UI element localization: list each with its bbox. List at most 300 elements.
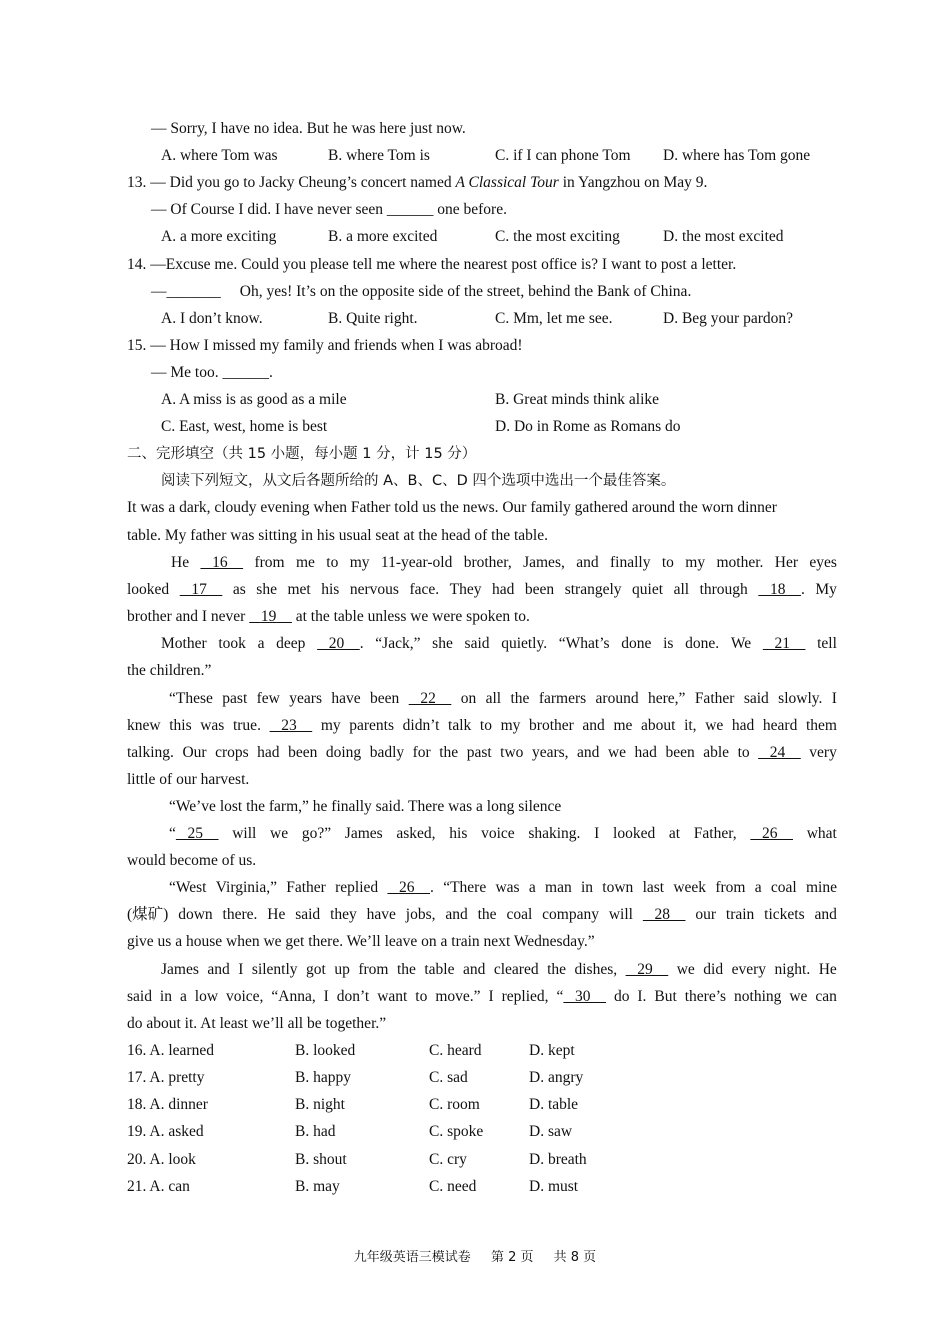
word-group bbox=[270, 716, 313, 736]
word-group bbox=[809, 553, 837, 573]
word-group bbox=[734, 987, 781, 1007]
word: don’t bbox=[336, 988, 370, 1005]
word: James bbox=[161, 961, 199, 978]
word: me bbox=[613, 717, 633, 734]
word: met bbox=[287, 581, 311, 598]
word: and bbox=[814, 906, 837, 923]
word-group bbox=[345, 824, 383, 844]
passage-p7-line3: give us a house when we get there. We’ll leave on a train next Wednesday.” bbox=[127, 933, 595, 950]
word: on bbox=[460, 690, 477, 707]
word-group bbox=[424, 960, 454, 980]
word: I bbox=[488, 988, 494, 1005]
word: from bbox=[254, 554, 285, 571]
word-group bbox=[480, 716, 492, 736]
cloze-21-a: 21. A. can bbox=[127, 1178, 190, 1195]
word-group bbox=[577, 743, 599, 763]
word-group bbox=[528, 824, 580, 844]
blank-21: 21 bbox=[762, 635, 806, 652]
word: took bbox=[218, 635, 246, 652]
word: a bbox=[754, 879, 762, 896]
word-group bbox=[161, 634, 207, 654]
word: company bbox=[542, 906, 599, 923]
cloze-17-b: B. happy bbox=[295, 1069, 351, 1086]
word: from bbox=[715, 879, 746, 896]
word-group bbox=[481, 824, 515, 844]
word: mine bbox=[805, 879, 837, 896]
word-group bbox=[287, 580, 310, 600]
q14-option-c: C. Mm, let me see. bbox=[495, 310, 613, 327]
word-group bbox=[254, 553, 284, 573]
word-group bbox=[257, 743, 279, 763]
cloze-18-b: B. night bbox=[295, 1096, 345, 1113]
word-group bbox=[207, 960, 229, 980]
word: My bbox=[815, 581, 837, 598]
word: quiet bbox=[632, 581, 664, 598]
word-group bbox=[758, 743, 801, 763]
word-group bbox=[663, 634, 673, 654]
word: we bbox=[705, 717, 724, 734]
word-group bbox=[216, 878, 277, 898]
passage-p4-line2 bbox=[127, 716, 837, 736]
cloze-17-c: C. sad bbox=[429, 1069, 468, 1086]
word: the bbox=[547, 961, 567, 978]
word-group bbox=[501, 634, 547, 654]
passage-p6-line1 bbox=[127, 824, 837, 844]
word: shaking. bbox=[528, 825, 581, 842]
word: said bbox=[743, 690, 769, 707]
passage-p3-line2: the children.” bbox=[127, 662, 212, 679]
passage-p3-line1 bbox=[127, 634, 837, 654]
word-group bbox=[295, 905, 320, 925]
word-group bbox=[789, 987, 807, 1007]
word: will bbox=[608, 906, 633, 923]
word: (煤矿) bbox=[127, 906, 169, 923]
word-group bbox=[726, 905, 754, 925]
word: face. bbox=[409, 581, 440, 598]
word-group bbox=[252, 960, 298, 980]
word: two bbox=[500, 744, 524, 761]
word: she bbox=[256, 581, 277, 598]
word: to bbox=[326, 554, 339, 571]
word-group bbox=[673, 878, 706, 898]
word: and bbox=[582, 717, 605, 734]
word: “Jack,” bbox=[375, 635, 421, 652]
word-group bbox=[286, 878, 326, 898]
word: is bbox=[663, 635, 674, 652]
word-group bbox=[296, 553, 315, 573]
word-group bbox=[403, 716, 440, 736]
word-group bbox=[694, 824, 737, 844]
word-group bbox=[684, 716, 697, 736]
word: He bbox=[267, 906, 286, 923]
word-group bbox=[270, 824, 288, 844]
word-group bbox=[529, 878, 536, 898]
word: nothing bbox=[734, 988, 782, 1005]
word: deep bbox=[276, 635, 306, 652]
word-group bbox=[523, 553, 565, 573]
q14-option-a: A. I don’t know. bbox=[161, 310, 263, 327]
word: and bbox=[577, 744, 600, 761]
word: “These bbox=[169, 690, 213, 707]
word-group bbox=[510, 689, 529, 709]
q14-option-b: B. Quite right. bbox=[328, 310, 418, 327]
word: as bbox=[232, 581, 246, 598]
word-group bbox=[406, 905, 436, 925]
word: low bbox=[194, 988, 219, 1005]
word-group bbox=[349, 716, 394, 736]
word: night. bbox=[774, 961, 811, 978]
cloze-21-d: D. must bbox=[529, 1178, 579, 1195]
word-group bbox=[610, 553, 650, 573]
word: my bbox=[320, 717, 341, 734]
cloze-16-b: B. looked bbox=[295, 1042, 356, 1059]
word-group bbox=[815, 905, 837, 925]
word: eyes bbox=[809, 554, 837, 571]
word-group bbox=[350, 580, 399, 600]
word: done. bbox=[685, 635, 720, 652]
word: they bbox=[330, 906, 357, 923]
word-group bbox=[576, 553, 598, 573]
q13-option-c: C. the most exciting bbox=[495, 228, 620, 245]
word: I. bbox=[637, 988, 647, 1005]
q13-stem: 13. — Did you go to Jacky Cheung’s concert named A Classical Tour in Yangzhou on May 9. bbox=[127, 174, 708, 191]
word: slowly. bbox=[778, 690, 823, 707]
word-group bbox=[750, 824, 793, 844]
word-group bbox=[375, 634, 420, 654]
word-group bbox=[525, 580, 554, 600]
cloze-19-d: D. saw bbox=[529, 1123, 573, 1140]
q15-option-b: B. Great minds think alike bbox=[495, 391, 660, 408]
word: the bbox=[396, 961, 416, 978]
blank-23: 23 bbox=[269, 717, 313, 734]
word: got bbox=[306, 961, 326, 978]
q12-option-b: B. where Tom is bbox=[328, 147, 430, 164]
q15-option-d: D. Do in Rome as Romans do bbox=[495, 418, 681, 435]
word-group bbox=[321, 580, 339, 600]
word-group bbox=[161, 960, 199, 980]
blank-28: 28 bbox=[642, 906, 686, 923]
word-group bbox=[806, 878, 837, 898]
word: replied bbox=[335, 879, 379, 896]
word: a bbox=[528, 879, 536, 896]
word-group bbox=[643, 878, 665, 898]
word-group bbox=[613, 716, 632, 736]
word: We bbox=[730, 635, 752, 652]
q13-response: — Of Course I did. I have never seen ______ one before. bbox=[151, 201, 507, 218]
word: here,” bbox=[647, 690, 686, 707]
word-group bbox=[127, 987, 152, 1007]
word-group bbox=[677, 960, 695, 980]
word: his bbox=[321, 581, 340, 598]
word-group bbox=[169, 824, 219, 844]
word-group bbox=[545, 878, 572, 898]
cloze-20-b: B. shout bbox=[295, 1151, 347, 1168]
word-group bbox=[370, 689, 399, 709]
q15-option-c: C. East, west, home is best bbox=[161, 418, 328, 435]
word-group bbox=[413, 743, 431, 763]
word-group bbox=[596, 689, 639, 709]
word: brother bbox=[529, 717, 574, 734]
word-group bbox=[222, 689, 247, 709]
word-group bbox=[695, 905, 716, 925]
blank-20: 20 bbox=[317, 635, 360, 652]
word-group bbox=[775, 553, 798, 573]
passage-p1-line2: table. My father was sitting in his usual seat at the head of the table. bbox=[127, 527, 548, 544]
word-group bbox=[218, 634, 246, 654]
word: “ bbox=[556, 988, 564, 1005]
word: past bbox=[466, 744, 492, 761]
passage-p4-line1 bbox=[127, 689, 837, 709]
word: can bbox=[815, 988, 837, 1005]
word: voice bbox=[481, 825, 515, 842]
blank-19: 19 bbox=[260, 608, 277, 625]
word-group bbox=[807, 824, 837, 844]
word: I bbox=[238, 961, 244, 978]
word: all bbox=[485, 690, 502, 707]
word: had bbox=[492, 581, 515, 598]
q15-response: — Me too. ______. bbox=[151, 364, 273, 381]
word-group bbox=[685, 634, 719, 654]
word-group bbox=[330, 905, 357, 925]
word: heard bbox=[762, 717, 798, 734]
word: I bbox=[323, 988, 329, 1005]
word: looked bbox=[613, 825, 656, 842]
cloze-16-d: D. kept bbox=[529, 1042, 575, 1059]
passage-p8-line2 bbox=[127, 987, 837, 1007]
word-group bbox=[637, 987, 646, 1007]
word: down bbox=[178, 906, 213, 923]
word: Father bbox=[694, 690, 735, 707]
word-group bbox=[643, 905, 686, 925]
passage-p1-line1: It was a dark, cloudy evening when Father told us the news. Our family gathered around the worn dinner bbox=[127, 499, 777, 516]
word-group bbox=[381, 553, 452, 573]
word-group bbox=[448, 716, 471, 736]
word-group bbox=[467, 743, 492, 763]
cloze-19-c: C. spoke bbox=[429, 1123, 484, 1140]
word: nervous bbox=[349, 581, 399, 598]
word: from bbox=[358, 961, 389, 978]
word: farmers bbox=[538, 690, 587, 707]
word: in bbox=[159, 988, 172, 1005]
word-group bbox=[582, 716, 604, 736]
passage-p2-line2 bbox=[127, 580, 837, 600]
word: for bbox=[412, 744, 431, 761]
word-group bbox=[127, 743, 174, 763]
word: a bbox=[257, 635, 265, 652]
word-group bbox=[669, 824, 680, 844]
passage-p5: “We’ve lost the farm,” he finally said. There was a long silence bbox=[169, 798, 562, 815]
word-group bbox=[160, 987, 172, 1007]
passage-p2-line3: brother and I never 19 at the table unless we were spoken to. bbox=[127, 608, 530, 625]
word: there’s bbox=[684, 988, 727, 1005]
q14-response: —_______ Oh, yes! It’s on the opposite side of the street, behind the Bank of China. bbox=[151, 283, 692, 300]
word-group bbox=[464, 553, 512, 573]
word-group bbox=[559, 634, 610, 654]
q15-stem: 15. — How I missed my family and friends when I was abroad! bbox=[127, 337, 523, 354]
word-group bbox=[195, 987, 218, 1007]
q14-option-d: D. Beg your pardon? bbox=[663, 310, 793, 327]
word-group bbox=[771, 878, 797, 898]
blank-22: 22 bbox=[408, 690, 452, 707]
word-group bbox=[127, 905, 168, 925]
word-group bbox=[738, 743, 750, 763]
word: we bbox=[270, 825, 289, 842]
word: “What’s bbox=[558, 635, 610, 652]
word: the bbox=[477, 906, 497, 923]
word: James bbox=[344, 825, 383, 842]
word-group bbox=[486, 689, 502, 709]
q12-response: — Sorry, I have no idea. But he was here just now. bbox=[151, 120, 466, 137]
word-group bbox=[662, 553, 674, 573]
word: we bbox=[789, 988, 808, 1005]
word-group bbox=[461, 689, 477, 709]
word-group bbox=[529, 716, 574, 736]
word-group bbox=[233, 580, 246, 600]
word-group bbox=[500, 743, 523, 763]
cloze-19-a: 19. A. asked bbox=[127, 1123, 204, 1140]
word-group bbox=[415, 987, 427, 1007]
word: to bbox=[415, 988, 428, 1005]
word-group bbox=[326, 743, 361, 763]
word-group bbox=[321, 716, 341, 736]
word-group bbox=[778, 689, 822, 709]
word: there. bbox=[222, 906, 258, 923]
word-group bbox=[478, 905, 497, 925]
word: table bbox=[424, 961, 455, 978]
word-group bbox=[635, 743, 657, 763]
word: up bbox=[334, 961, 350, 978]
word-group bbox=[178, 905, 212, 925]
q13-option-a: A. a more exciting bbox=[161, 228, 277, 245]
word-group bbox=[238, 960, 243, 980]
q12-option-d: D. where has Tom gone bbox=[663, 147, 811, 164]
blank-25: 25 bbox=[175, 825, 219, 842]
word-group bbox=[774, 960, 810, 980]
word-group bbox=[581, 878, 593, 898]
word: tell bbox=[817, 635, 837, 652]
word: looked bbox=[127, 581, 170, 598]
word-group bbox=[223, 905, 258, 925]
word: and bbox=[576, 554, 599, 571]
word-group bbox=[674, 580, 690, 600]
word: his bbox=[449, 825, 468, 842]
word: train bbox=[725, 906, 755, 923]
passage-p7-line2 bbox=[127, 905, 837, 925]
word: around bbox=[595, 690, 639, 707]
word: . bbox=[359, 635, 364, 652]
word: every bbox=[731, 961, 766, 978]
word-group bbox=[324, 987, 329, 1007]
word: do bbox=[613, 988, 630, 1005]
word: had bbox=[257, 744, 280, 761]
word-group bbox=[648, 689, 685, 709]
word: a bbox=[179, 988, 187, 1005]
word: in bbox=[580, 879, 594, 896]
word-group bbox=[685, 987, 726, 1007]
word: to bbox=[479, 717, 492, 734]
word-group bbox=[233, 716, 261, 736]
word-group bbox=[302, 824, 331, 844]
word: man bbox=[545, 879, 572, 896]
word-group bbox=[465, 634, 490, 654]
word-group bbox=[367, 905, 396, 925]
word: cleared bbox=[493, 961, 539, 978]
word: was bbox=[200, 717, 225, 734]
word: have bbox=[366, 906, 396, 923]
word: They bbox=[449, 581, 482, 598]
word-group bbox=[732, 960, 766, 980]
word: true. bbox=[232, 717, 261, 734]
word-group bbox=[665, 743, 694, 763]
word: what bbox=[806, 825, 837, 842]
word-group bbox=[755, 878, 762, 898]
word-group bbox=[703, 743, 729, 763]
section2-heading: 二、完形填空（共 15 小题，每小题 1 分，计 15 分） bbox=[127, 446, 477, 462]
word: said bbox=[464, 635, 490, 652]
word: the bbox=[439, 744, 459, 761]
word-group bbox=[703, 960, 723, 980]
cloze-21-b: B. may bbox=[295, 1178, 340, 1195]
cloze-17-d: D. angry bbox=[529, 1069, 584, 1086]
word-group bbox=[594, 824, 599, 844]
word: Our bbox=[182, 744, 207, 761]
q15-option-a: A. A miss is as good as a mile bbox=[161, 391, 347, 408]
word-group bbox=[832, 689, 837, 709]
word: He bbox=[171, 554, 190, 571]
word-group bbox=[575, 960, 618, 980]
word: this bbox=[169, 717, 192, 734]
word-group bbox=[180, 580, 223, 600]
cloze-20-d: D. breath bbox=[529, 1151, 587, 1168]
word: to bbox=[737, 744, 750, 761]
cloze-20-c: C. cry bbox=[429, 1151, 467, 1168]
word-group bbox=[257, 689, 280, 709]
word: strangely bbox=[564, 581, 622, 598]
word-group bbox=[317, 634, 364, 654]
passage-p6-line2: would become of us. bbox=[127, 852, 257, 869]
word-group bbox=[613, 824, 655, 844]
word-group bbox=[539, 689, 586, 709]
word-group bbox=[494, 960, 539, 980]
word-group bbox=[258, 634, 265, 654]
cloze-16-a: 16. A. learned bbox=[127, 1042, 214, 1059]
word-group bbox=[685, 553, 705, 573]
word-group bbox=[171, 553, 189, 573]
word-group bbox=[432, 634, 453, 654]
word-group bbox=[127, 716, 161, 736]
word: will bbox=[232, 825, 257, 842]
word-group bbox=[334, 960, 350, 980]
word-group bbox=[758, 580, 805, 600]
passage-p8-line3: do about it. At least we’ll all be together.” bbox=[127, 1015, 387, 1032]
word-group bbox=[764, 905, 804, 925]
word-group bbox=[817, 634, 837, 654]
word: we bbox=[676, 961, 695, 978]
word: replied, bbox=[501, 988, 549, 1005]
word: doing bbox=[325, 744, 362, 761]
q13-option-d: D. the most excited bbox=[663, 228, 784, 245]
word-group bbox=[614, 987, 630, 1007]
word-group bbox=[449, 824, 467, 844]
word: want bbox=[377, 988, 408, 1005]
q13-option-b: B. a more excited bbox=[328, 228, 438, 245]
passage-p2-line1 bbox=[127, 553, 837, 573]
word: my bbox=[349, 554, 370, 571]
word-group bbox=[716, 553, 763, 573]
word: . bbox=[430, 879, 434, 896]
word-group bbox=[763, 716, 797, 736]
word-group bbox=[215, 743, 249, 763]
